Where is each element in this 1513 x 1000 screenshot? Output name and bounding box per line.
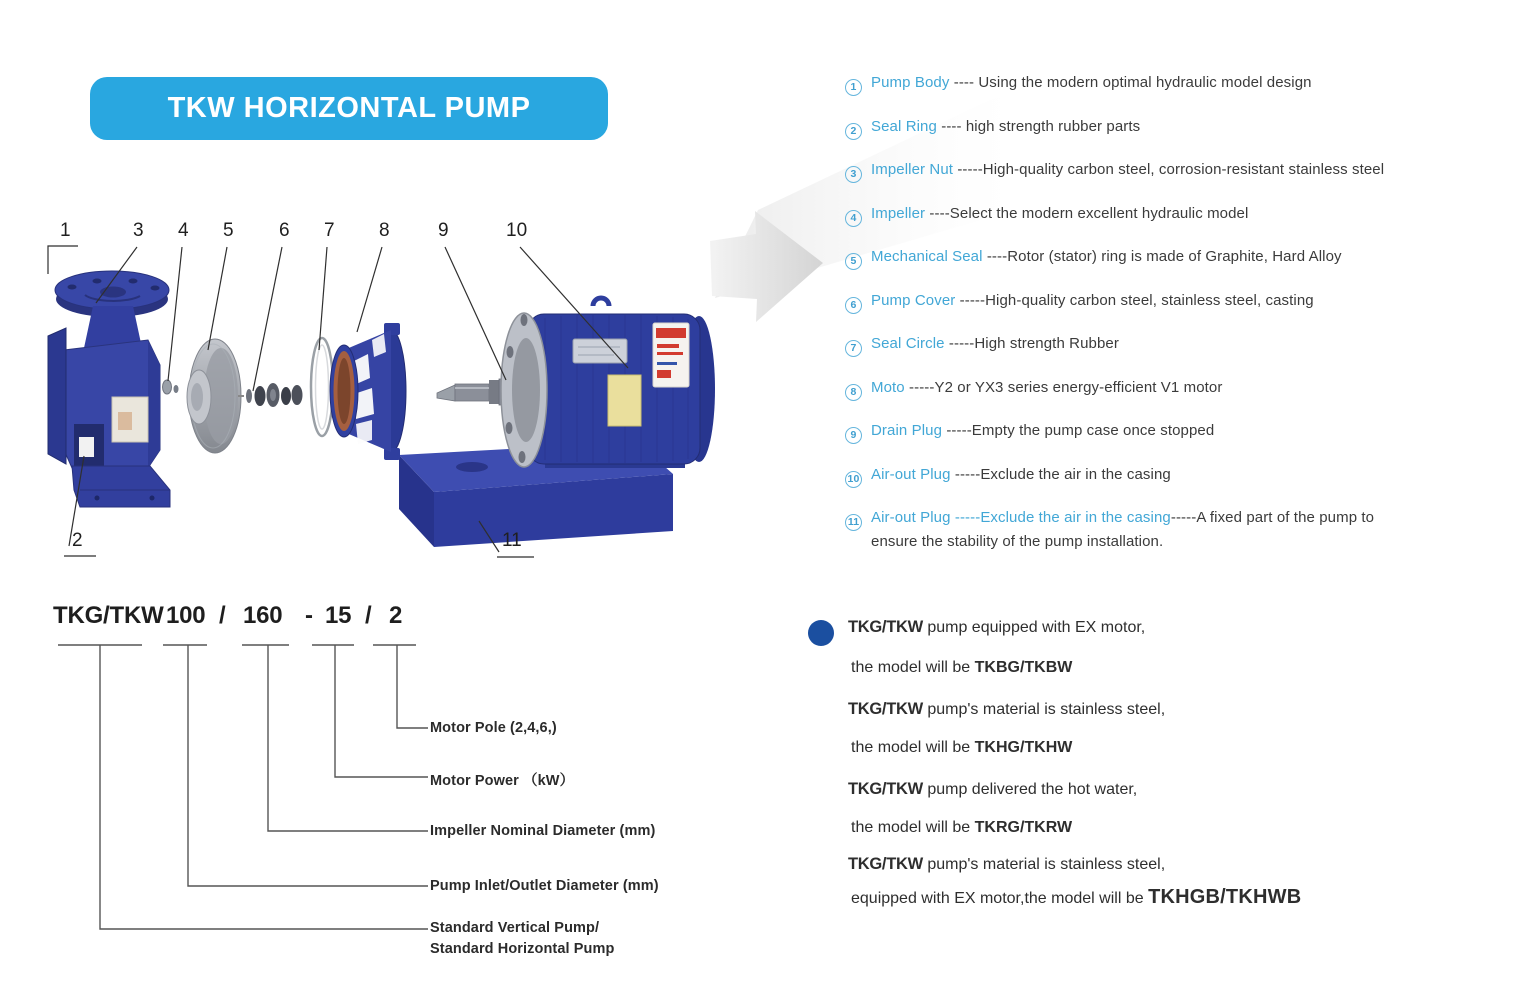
circled-number-icon: 11 bbox=[845, 514, 862, 531]
callout-11: 11 bbox=[502, 530, 522, 551]
model-code-impeller-diameter: 160 bbox=[243, 602, 283, 629]
part-desc: -----Exclude the air in the casing bbox=[950, 465, 1171, 483]
note-line: TKG/TKW pump's material is stainless steel, bbox=[848, 700, 1166, 718]
model-name: TKBG/TKBW bbox=[974, 659, 1073, 676]
part-desc: ----Rotor (stator) ring is made of Graphite, Hard Alloy bbox=[982, 248, 1342, 265]
part-name: Seal Ring bbox=[871, 117, 937, 135]
circled-number-icon: 7 bbox=[845, 340, 862, 357]
note-line: the model will be TKHG/TKHW bbox=[851, 739, 1073, 756]
part-desc: -----High strength Rubber bbox=[944, 335, 1119, 352]
part-name: Pump Body bbox=[871, 74, 950, 91]
label-inlet-outlet: Pump Inlet/Outlet Diameter (mm) bbox=[430, 878, 659, 894]
model-name: TKHGB/TKHWB bbox=[1148, 886, 1302, 908]
note-line: TKG/TKW pump's material is stainless steel, bbox=[848, 855, 1166, 873]
circled-number-icon: 9 bbox=[845, 427, 862, 444]
model-code-separator: / bbox=[219, 602, 226, 629]
part-desc: ---- Using the modern optimal hydraulic model design bbox=[949, 74, 1312, 91]
callout-9: 9 bbox=[438, 220, 449, 241]
part-desc: -----High-quality carbon steel, corrosion-resistant stainless steel bbox=[953, 161, 1385, 178]
label-motor-power: Motor Power （kW） bbox=[430, 773, 575, 789]
part-desc: -----High-quality carbon steel, stainless steel, casting bbox=[955, 291, 1314, 309]
callout-6: 6 bbox=[279, 220, 290, 241]
model-name: TKHG/TKHW bbox=[974, 739, 1073, 756]
callout-3: 3 bbox=[133, 220, 144, 241]
callout-7: 7 bbox=[324, 220, 335, 241]
part-name: Air-out Plug bbox=[871, 509, 951, 526]
model-code-motor-pole: 2 bbox=[389, 602, 403, 629]
note-line: TKG/TKW pump delivered the hot water, bbox=[848, 780, 1138, 798]
label-impeller-diameter: Impeller Nominal Diameter (mm) bbox=[430, 823, 656, 839]
part-name: Moto bbox=[871, 378, 905, 396]
note-line: the model will be TKRG/TKRW bbox=[851, 819, 1073, 836]
model-code-series: TKG/TKW bbox=[53, 602, 164, 629]
page-title: TKW HORIZONTAL PUMP bbox=[167, 92, 531, 124]
part-name: Mechanical Seal bbox=[871, 248, 983, 265]
circled-number-icon: 6 bbox=[845, 297, 862, 314]
model-name: TKRG/TKRW bbox=[974, 819, 1073, 836]
callout-2: 2 bbox=[72, 530, 83, 551]
bullet-circle-icon bbox=[808, 620, 834, 646]
circled-number-icon: 4 bbox=[845, 210, 862, 227]
part-name: Air-out Plug bbox=[871, 465, 951, 483]
note-line: equipped with EX motor,the model will be TKHGB/TKHWB bbox=[851, 886, 1302, 908]
part-name: Impeller Nut bbox=[871, 161, 954, 178]
callout-10: 10 bbox=[506, 220, 528, 241]
model-code-separator2: / bbox=[365, 602, 372, 629]
model-code-inlet-diameter: 100 bbox=[166, 602, 206, 629]
part-name: Impeller bbox=[871, 204, 926, 222]
callout-1: 1 bbox=[60, 220, 71, 241]
part-name: Drain Plug bbox=[871, 422, 943, 439]
part-name: Seal Circle bbox=[871, 335, 945, 352]
model-code-dash: - bbox=[305, 602, 313, 629]
label-motor-pole: Motor Pole (2,4,6,) bbox=[430, 720, 557, 736]
part-desc: ----Select the modern excellent hydraulic model bbox=[925, 204, 1249, 222]
part-desc-blue: -----Exclude the air in the casing bbox=[950, 509, 1171, 526]
note-line: TKG/TKW pump equipped with EX motor, bbox=[848, 618, 1146, 636]
note-line: the model will be TKBG/TKBW bbox=[851, 659, 1073, 676]
part-name: Pump Cover bbox=[871, 291, 956, 309]
callout-8: 8 bbox=[379, 220, 390, 241]
circled-number-icon: 5 bbox=[845, 253, 862, 270]
circled-number-icon: 8 bbox=[845, 384, 862, 401]
circled-number-icon: 3 bbox=[845, 166, 862, 183]
callout-4: 4 bbox=[178, 220, 189, 241]
model-code-motor-power: 15 bbox=[325, 602, 352, 629]
callout-5: 5 bbox=[223, 220, 234, 241]
circled-number-icon: 1 bbox=[845, 79, 862, 96]
part-desc-line2: ensure the stability of the pump installation. bbox=[871, 533, 1164, 550]
part-desc: -----A fixed part of the pump to bbox=[1170, 509, 1375, 526]
label-standard-pump-2: Standard Horizontal Pump bbox=[430, 941, 615, 957]
label-standard-pump-1: Standard Vertical Pump/ bbox=[430, 920, 600, 936]
part-desc: -----Y2 or YX3 series energy-efficient V1 motor bbox=[904, 378, 1223, 396]
circled-number-icon: 2 bbox=[845, 123, 862, 140]
circled-number-icon: 10 bbox=[845, 471, 862, 488]
part-desc: ---- high strength rubber parts bbox=[936, 117, 1141, 135]
part-desc: -----Empty the pump case once stopped bbox=[942, 422, 1215, 439]
